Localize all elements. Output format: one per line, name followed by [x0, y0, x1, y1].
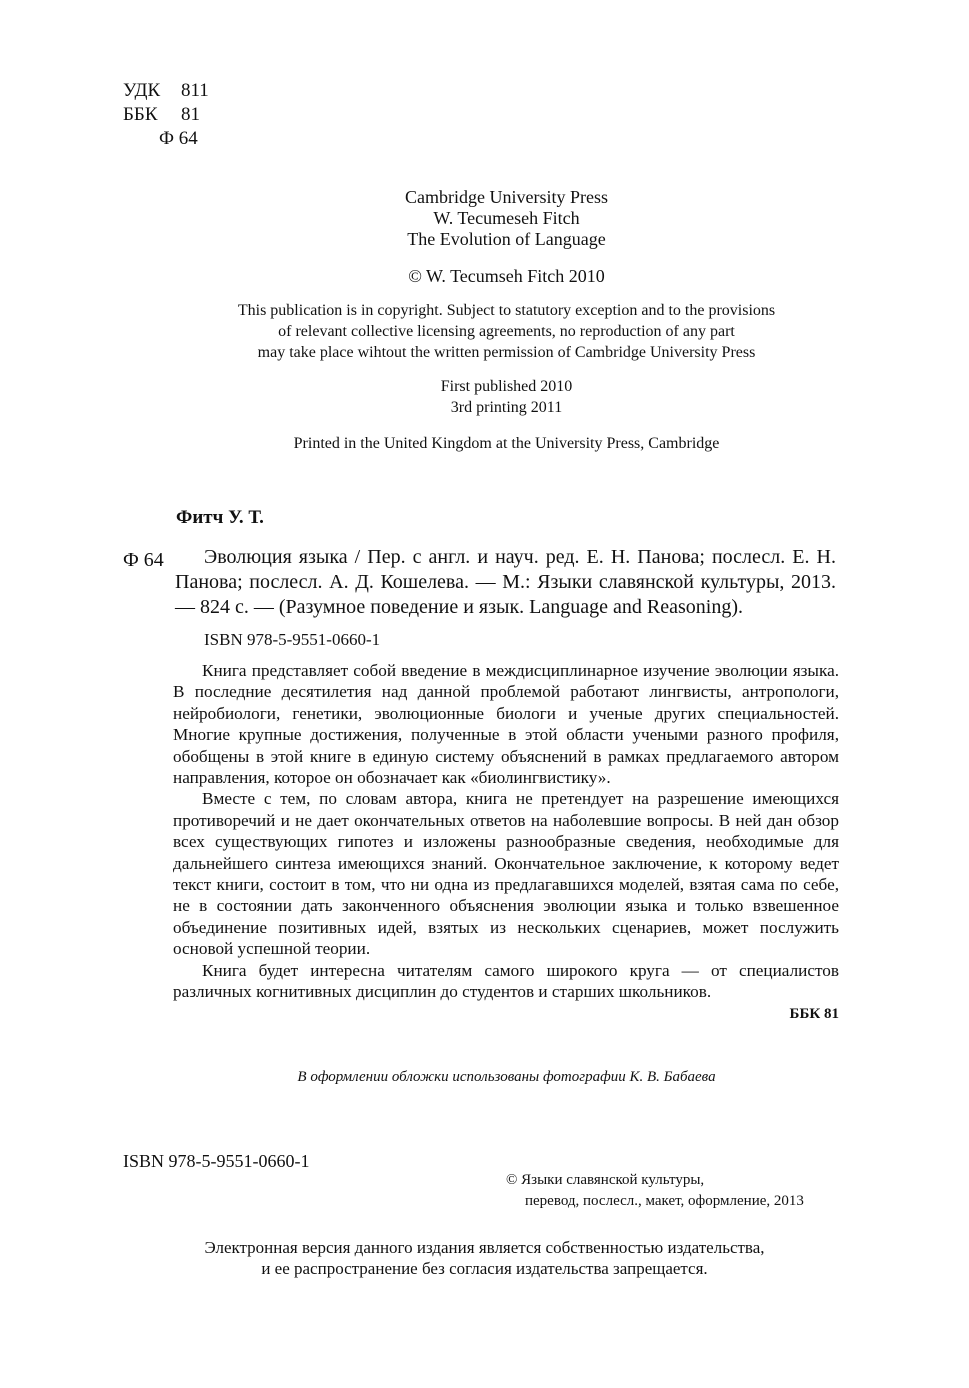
- publisher-copyright-line1: © Языки славянской культуры,: [506, 1172, 705, 1188]
- cover-photo-credit: В оформлении обложки использованы фотографии К. В. Бабаева: [297, 1069, 716, 1085]
- annotation-paragraph: Вместе с тем, по словам автора, книга не претендует на разрешение имеющихся противоречий и не дает окончательных ответов на наболевшие вопросы. В ней дан обзор всех существующих гипотез и изложены разнообразные сведения, необходимые для дальнейшего синтеза имеющихся знаний. Окончательное заключение, к которому ведет текст книги, состоит в том, что ни одна из предлагавшихся моделей, взятая сама по себе, не в состоянии дать законченного объяснения эволюции языка и только взвешенное объединение позитивных идей, взятых из нескольких сценариев, может послужить основой успешной теории.: [173, 789, 839, 959]
- original-publisher: Cambridge University Press: [405, 187, 608, 207]
- annotation-bbk: ББК 81: [789, 1006, 839, 1022]
- publisher-copyright: [506, 1170, 804, 1212]
- copyright-notice: [0, 300, 969, 363]
- description-text: Эволюция языка / Пер. с англ. и науч. ред. Е. Н. Панова; послесл. Е. Н. Панова; послесл. А. Д. Кошелева. — М.: Языки славянской культуры, 2013. — 824 с. — (Разумное поведение и язык. Language and Reasoning).: [175, 546, 836, 618]
- printing: 3rd printing 2011: [450, 399, 563, 416]
- catalog-codes: [123, 79, 209, 151]
- author-mark: Ф 64: [159, 128, 198, 149]
- annotation-paragraph: Книга будет интересна читателям самого широкого круга — от специалистов различных когнитивных дисциплин до студентов и старших школьников.: [173, 960, 839, 1002]
- bbk-label: ББК: [123, 104, 158, 125]
- author-heading: Фитч У. Т.: [176, 507, 264, 528]
- original-author: W. Tecumeseh Fitch: [433, 208, 580, 228]
- bbk-row: [123, 103, 209, 127]
- publication-history: [0, 376, 969, 418]
- printed-in: Printed in the United Kingdom at the University Press, Cambridge: [293, 435, 720, 452]
- annotation: [173, 660, 839, 1003]
- record-isbn: ISBN 978-5-9551-0660-1: [204, 630, 381, 649]
- electronic-edition-notice: [0, 1237, 969, 1279]
- udk-row: [123, 79, 209, 103]
- first-published: First published 2010: [440, 378, 573, 395]
- publisher-copyright-line2: перевод, послесл., макет, оформление, 2013: [525, 1193, 804, 1209]
- original-title: The Evolution of Language: [407, 229, 606, 249]
- original-copyright: © W. Tecumseh Fitch 2010: [408, 266, 605, 286]
- footer-isbn: ISBN 978-5-9551-0660-1: [123, 1151, 310, 1171]
- udk-value: 811: [181, 80, 209, 101]
- copyright-notice-line: This publication is in copyright. Subject to statutory exception and to the provisions: [237, 302, 776, 319]
- bbk-value: 81: [181, 104, 200, 125]
- copyright-notice-line: may take place wihtout the written permission of Cambridge University Press: [257, 344, 756, 361]
- original-edition-block: [0, 187, 969, 454]
- bibliographic-description: [175, 545, 836, 620]
- annotation-paragraph: Книга представляет собой введение в междисциплинарное изучение эволюции языка. В последние десятилетия над данной проблемой работают лингвисты, антропологи, нейробиологи, генетики, эволюционные биологи и ученые других специальностей. Многие крупные достижения, полученные в этой области учеными разного профиля, обобщены в этой книге в единую систему объяснений в рамках предлагаемого автором направления, которое он обозначает как «биолингвистику».: [173, 661, 839, 788]
- record-code: Ф 64: [123, 549, 164, 571]
- udk-label: УДК: [123, 80, 161, 101]
- electronic-notice-line2: и ее распространение без согласия издательства запрещается.: [261, 1259, 708, 1278]
- copyright-notice-line: of relevant collective licensing agreements, no reproduction of any part: [278, 323, 735, 340]
- electronic-notice-line1: Электронная версия данного издания является собственностью издательства,: [204, 1238, 765, 1257]
